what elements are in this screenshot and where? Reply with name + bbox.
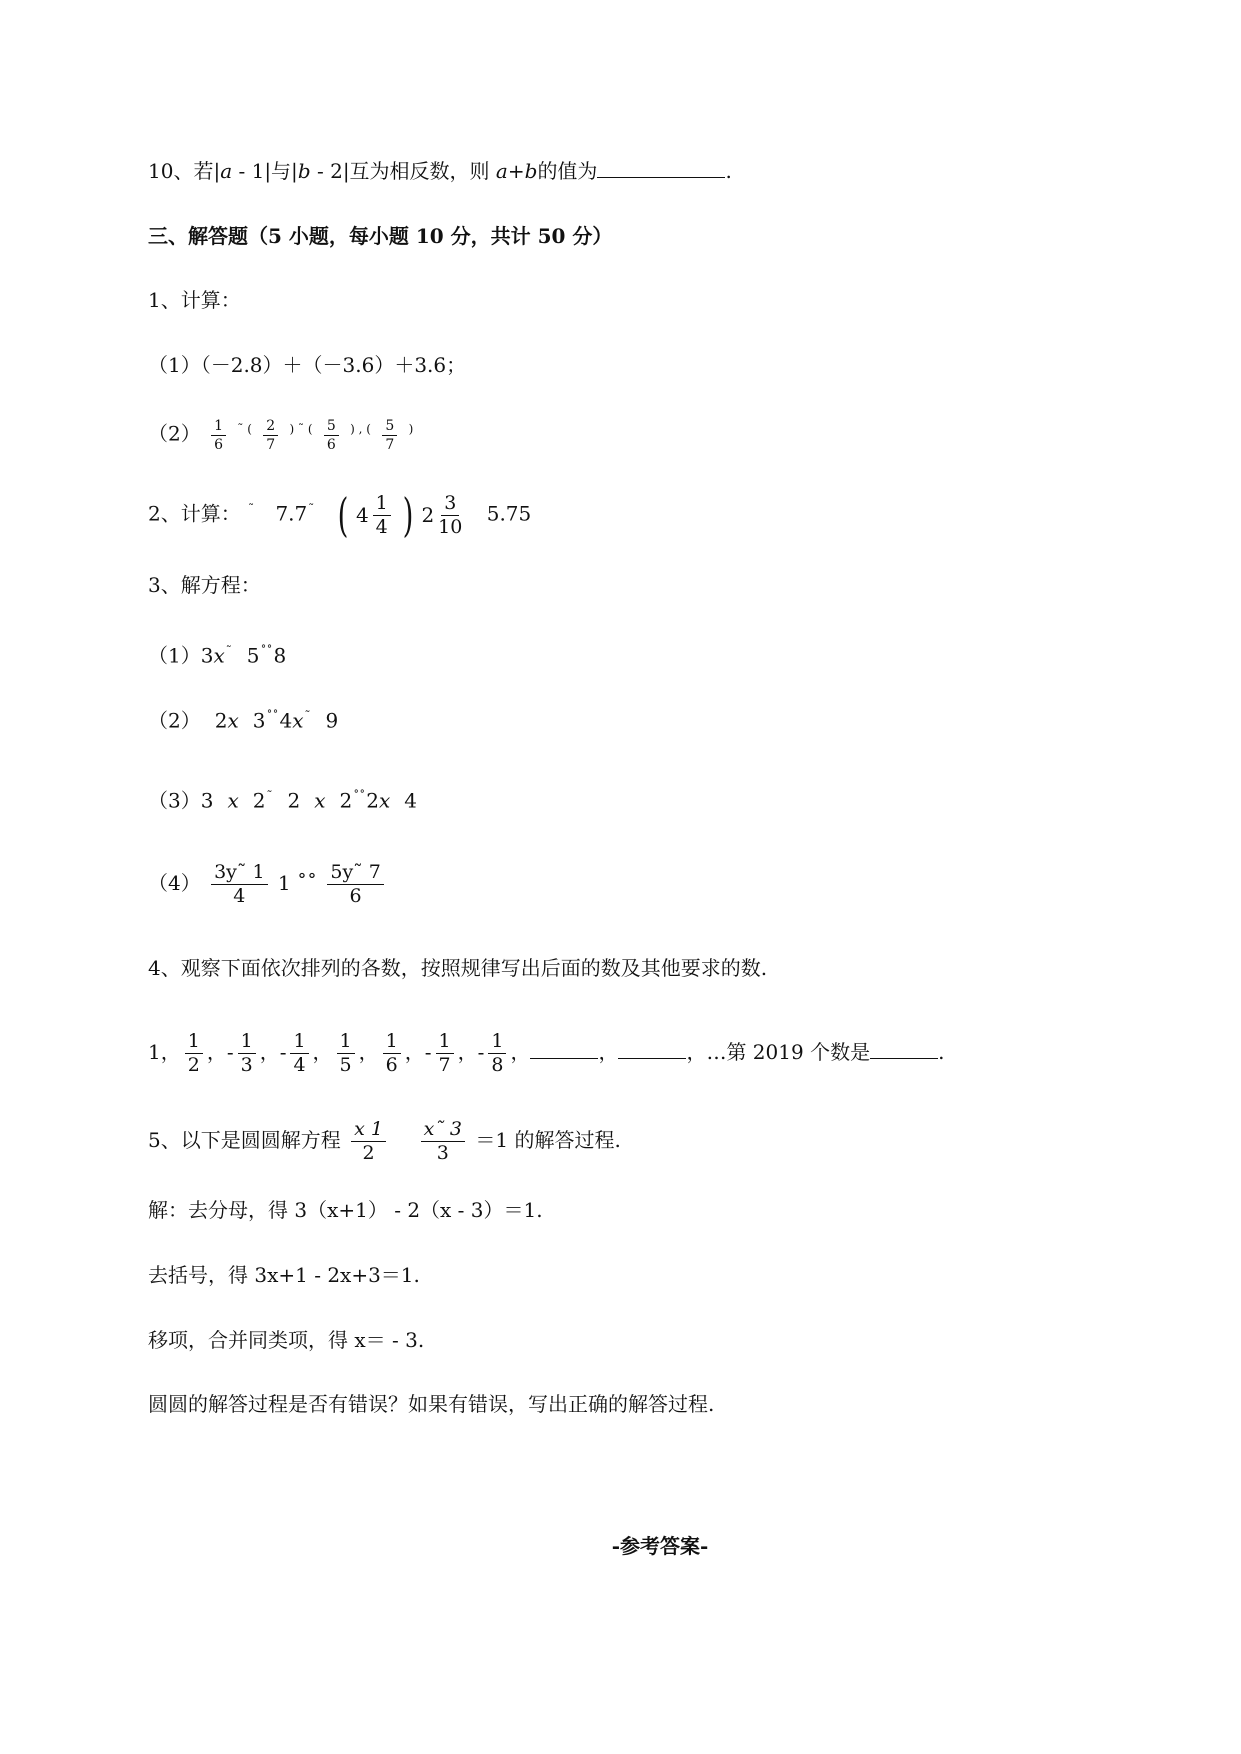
sequence-term: $\frac{1}{2}$ ， — [181, 1040, 227, 1064]
sequence-term: - $\frac{1}{4}$ ， — [279, 1030, 333, 1076]
fraction: $\frac{5}{7}$ — [382, 419, 397, 452]
var-b: b — [297, 159, 311, 183]
answer-blank-3[interactable] — [870, 1038, 938, 1059]
answers-heading: -参考答案- — [611, 1534, 709, 1558]
answer-blank-1[interactable] — [530, 1038, 598, 1059]
fraction: $\frac{2}{7}$ — [263, 419, 278, 452]
solution-line-3: 移项，合并同类项，得 x＝ - 3. — [148, 1328, 425, 1352]
equation-4: （4） $\frac{3y˜ 1}{4}$ 1 ˚˚ $\frac{5y˜ 7}{6}$ — [148, 863, 388, 906]
solution-line-2: 去括号，得 3x+1 - 2x+3＝1. — [148, 1263, 420, 1287]
fraction: $\frac{1}{6}$ — [211, 419, 226, 452]
problem-1-part-1: （1）（－2.8）＋（－3.6）＋3.6； — [148, 353, 467, 377]
problem-3-title: 3、解方程： — [148, 573, 261, 597]
mixed-number: 4 $\frac{1}{4}$ — [356, 494, 395, 537]
sequence-term: - $\frac{1}{7}$ ， — [424, 1030, 478, 1076]
problem-1-part-2: （2） $\frac{1}{6}$ ˜ ( $\frac{2}{7}$ ) ˜ ( $\frac{5}{6}$ ) , ( $\frac{5}{7}$ ) — [148, 417, 414, 453]
solution-question: 圆圆的解答过程是否有错误？如果有错误，写出正确的解答过程. — [148, 1392, 715, 1416]
equation-2: （2） 2x 3˚˚4x˜ 9 — [148, 708, 339, 733]
sequence-term: - $\frac{1}{3}$ ， — [226, 1030, 280, 1076]
sequence-term: $\frac{1}{6}$ ， — [379, 1040, 425, 1064]
var-a: a — [220, 159, 233, 183]
question-10: 10、若|a - 1|与|b - 2|互为相反数，则 a+b的值为 . — [148, 159, 732, 183]
fraction: $\frac{x 1}{2}$ — [351, 1120, 386, 1163]
fraction: $\frac{x˜ 3}{3}$ — [421, 1120, 465, 1163]
fraction: $\frac{5y˜ 7}{6}$ — [327, 863, 383, 906]
equation-3: （3）3 x 2˜ 2 x 2˚˚2x 4 — [148, 788, 417, 813]
equation-1: （1）3x˜ 5˚˚8 — [148, 643, 287, 668]
problem-4-sequence: 1， $\frac{1}{2}$ ，- $\frac{1}{3}$ ，- $\frac{1}{4}$ ， $\frac{1}{5}$ ， $\frac{1}{6}$ ，- $\frac{1}{7}$ ，- $\frac{1}{8}$ ， ， ，…第 2019 个数是 . — [148, 1030, 945, 1076]
answer-blank-2[interactable] — [618, 1038, 686, 1059]
solution-line-1: 解：去分母，得 3（x+1） - 2（x - 3）＝1. — [148, 1198, 543, 1222]
answer-blank[interactable] — [597, 157, 725, 178]
problem-1-title: 1、计算： — [148, 288, 241, 312]
sequence-term: - $\frac{1}{8}$ ， — [477, 1030, 531, 1076]
problem-2: 2、计算： ˜ 7.7˜ ( 4 $\frac{1}{4}$ ) 2 $\frac{3}{10}$ 5.75 — [148, 488, 532, 542]
fraction: $\frac{3y˜ 1}{4}$ — [211, 863, 267, 906]
sequence-term: $\frac{1}{5}$ ， — [333, 1040, 379, 1064]
sequence-fractions — [181, 1030, 531, 1076]
problem-4-title: 4、观察下面依次排列的各数，按照规律写出后面的数及其他要求的数. — [148, 956, 768, 980]
section-heading: 三、解答题（5 小题，每小题 10 分，共计 50 分） — [148, 224, 613, 248]
problem-5-title: 5、以下是圆圆解方程 $\frac{x 1}{2}$ $\frac{x˜ 3}{3}$ ＝1 的解答过程. — [148, 1118, 621, 1164]
mixed-number: 2 $\frac{3}{10}$ — [421, 491, 463, 538]
fraction: $\frac{5}{6}$ — [324, 419, 339, 452]
